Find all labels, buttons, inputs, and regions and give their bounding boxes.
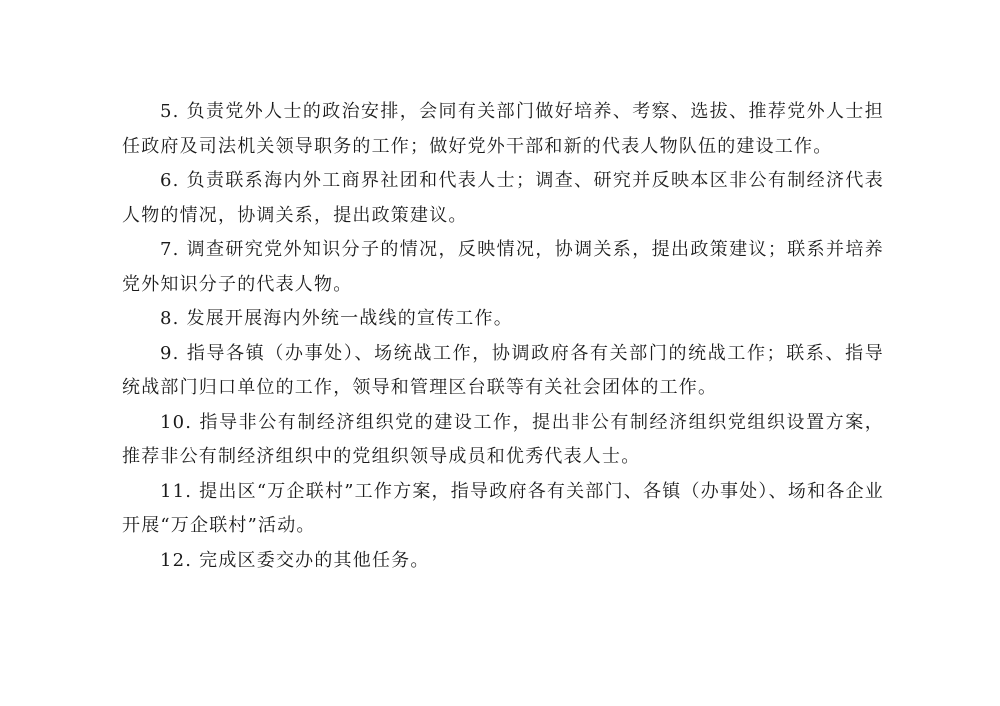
document-body [122,95,884,578]
paragraph-item-10: 10. 指导非公有制经济组织党的建设工作，提出非公有制经济组织党组织设置方案，推荐非公有制经济组织中的党组织领导成员和优秀代表人士。 [122,411,884,467]
paragraph-item-7: 7. 调查研究党外知识分子的情况，反映情况，协调关系，提出政策建议；联系并培养党外知识分子的代表人物。 [122,239,884,295]
paragraph-item-8: 8. 发展开展海内外统一战线的宣传工作。 [160,308,513,329]
paragraph-item-12: 12. 完成区委交办的其他任务。 [160,549,430,571]
paragraph-item-9: 9. 指导各镇（办事处）、场统战工作，协调政府各有关部门的统战工作；联系、指导统战部门归口单位的工作，领导和管理区台联等有关社会团体的工作。 [122,342,884,398]
paragraph-item-6: 6. 负责联系海内外工商界社团和代表人士；调查、研究并反映本区非公有制经济代表人物的情况，协调关系，提出政策建议。 [122,170,884,226]
paragraph-item-5: 5. 负责党外人士的政治安排，会同有关部门做好培养、考察、选拔、推荐党外人士担任政府及司法机关领导职务的工作；做好党外干部和新的代表人物队伍的建设工作。 [122,101,884,157]
paragraph-item-11: 11. 提出区“万企联村”工作方案，指导政府各有关部门、各镇（办事处）、场和各企业开展“万企联村”活动。 [122,480,884,536]
